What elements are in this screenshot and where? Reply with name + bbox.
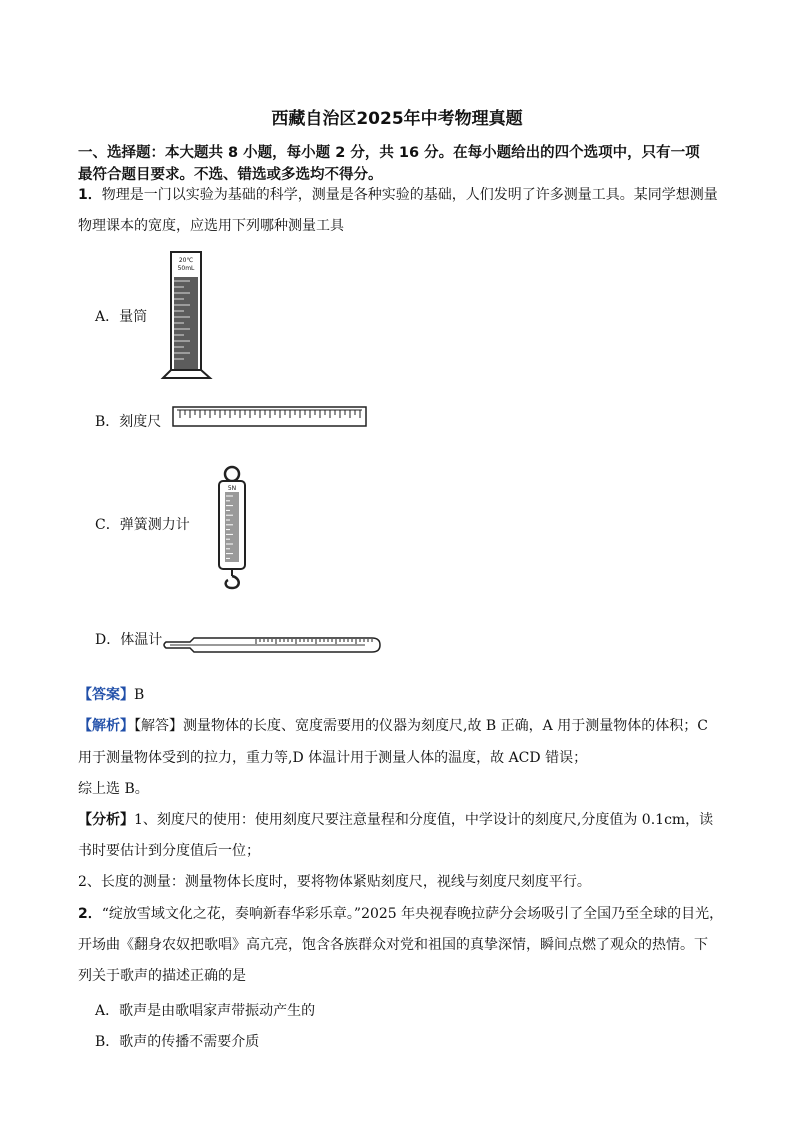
section-heading-line1: 一、选择题：本大题共 8 小题，每小题 2 分，共 16 分。在每小题给出的四个选项中，只有一项 <box>78 145 700 161</box>
graduated-cylinder-image <box>160 247 216 381</box>
answer-value: B <box>134 687 145 703</box>
fenxi-line1 <box>78 813 713 827</box>
question-2-stem-line2: 开场曲《翻身农奴把歌唱》高亢亮，饱含各族群众对党和祖国的真挚深情，瞬间点燃了观众的热情。下 <box>78 937 708 953</box>
analysis-text: 【解答】测量物体的长度、宽度需要用的仪器为刻度尺,故 B 正确，A 用于测量物体的体积；C <box>134 718 708 734</box>
fenxi-text: 1、刻度尺的使用：使用刻度尺要注意量程和分度值，中学设计的刻度尺,分度值为 0.1cm，读 <box>134 812 714 828</box>
ruler-image <box>172 405 368 429</box>
cylinder-label-volume: 50mL <box>177 265 195 272</box>
question-number: 2． <box>78 906 102 922</box>
question-text: “绽放雪域文化之花，奏响新春华彩乐章。”2025 年央视春晚拉萨分会场吸引了全国乃至全球的目光， <box>101 906 724 922</box>
analysis-line1 <box>78 719 708 733</box>
cylinder-label-temp: 20℃ <box>178 257 194 264</box>
fenxi-tag: 【分析】 <box>78 812 134 828</box>
spring-scale-image <box>211 464 253 592</box>
spring-scale-label: 5N <box>227 485 237 492</box>
analysis-line2: 用于测量物体受到的拉力，重力等,D 体温计用于测量人体的温度，故 ACD 错误； <box>78 750 588 766</box>
answer-line <box>78 688 144 702</box>
question-1-stem-line1 <box>78 188 718 202</box>
question-1-stem-line2: 物理课本的宽度，应选用下列哪种测量工具 <box>78 218 344 234</box>
question-number: 1． <box>78 187 102 203</box>
q2-option-b: B．歌声的传播不需要介质 <box>95 1034 260 1050</box>
page-title: 西藏自治区2025年中考物理真题 <box>271 109 523 129</box>
fenxi-line2: 书时要估计到分度值后一位； <box>78 843 260 859</box>
question-2-stem-line3: 列关于歌声的描述正确的是 <box>78 968 246 984</box>
option-a: A．量筒 <box>95 309 148 325</box>
option-d: D．体温计 <box>95 632 163 648</box>
analysis-line3: 综上选 B。 <box>78 781 149 797</box>
question-2-stem-line1 <box>78 907 723 921</box>
section-heading-line2: 最符合题目要求。不选、错选或多选均不得分。 <box>78 167 383 183</box>
question-text: 物理是一门以实验为基础的科学，测量是各种实验的基础，人们发明了许多测量工具。某同学想测量 <box>101 187 718 203</box>
option-c: C．弹簧测力计 <box>95 517 190 533</box>
answer-tag: 【答案】 <box>78 687 134 703</box>
option-b: B．刻度尺 <box>95 414 162 430</box>
fenxi-line3: 2、长度的测量：测量物体长度时，要将物体紧贴刻度尺，视线与刻度尺刻度平行。 <box>78 874 591 890</box>
thermometer-image <box>160 632 382 658</box>
q2-option-a: A．歌声是由歌唱家声带振动产生的 <box>95 1003 316 1019</box>
analysis-tag: 【解析】 <box>78 718 134 734</box>
